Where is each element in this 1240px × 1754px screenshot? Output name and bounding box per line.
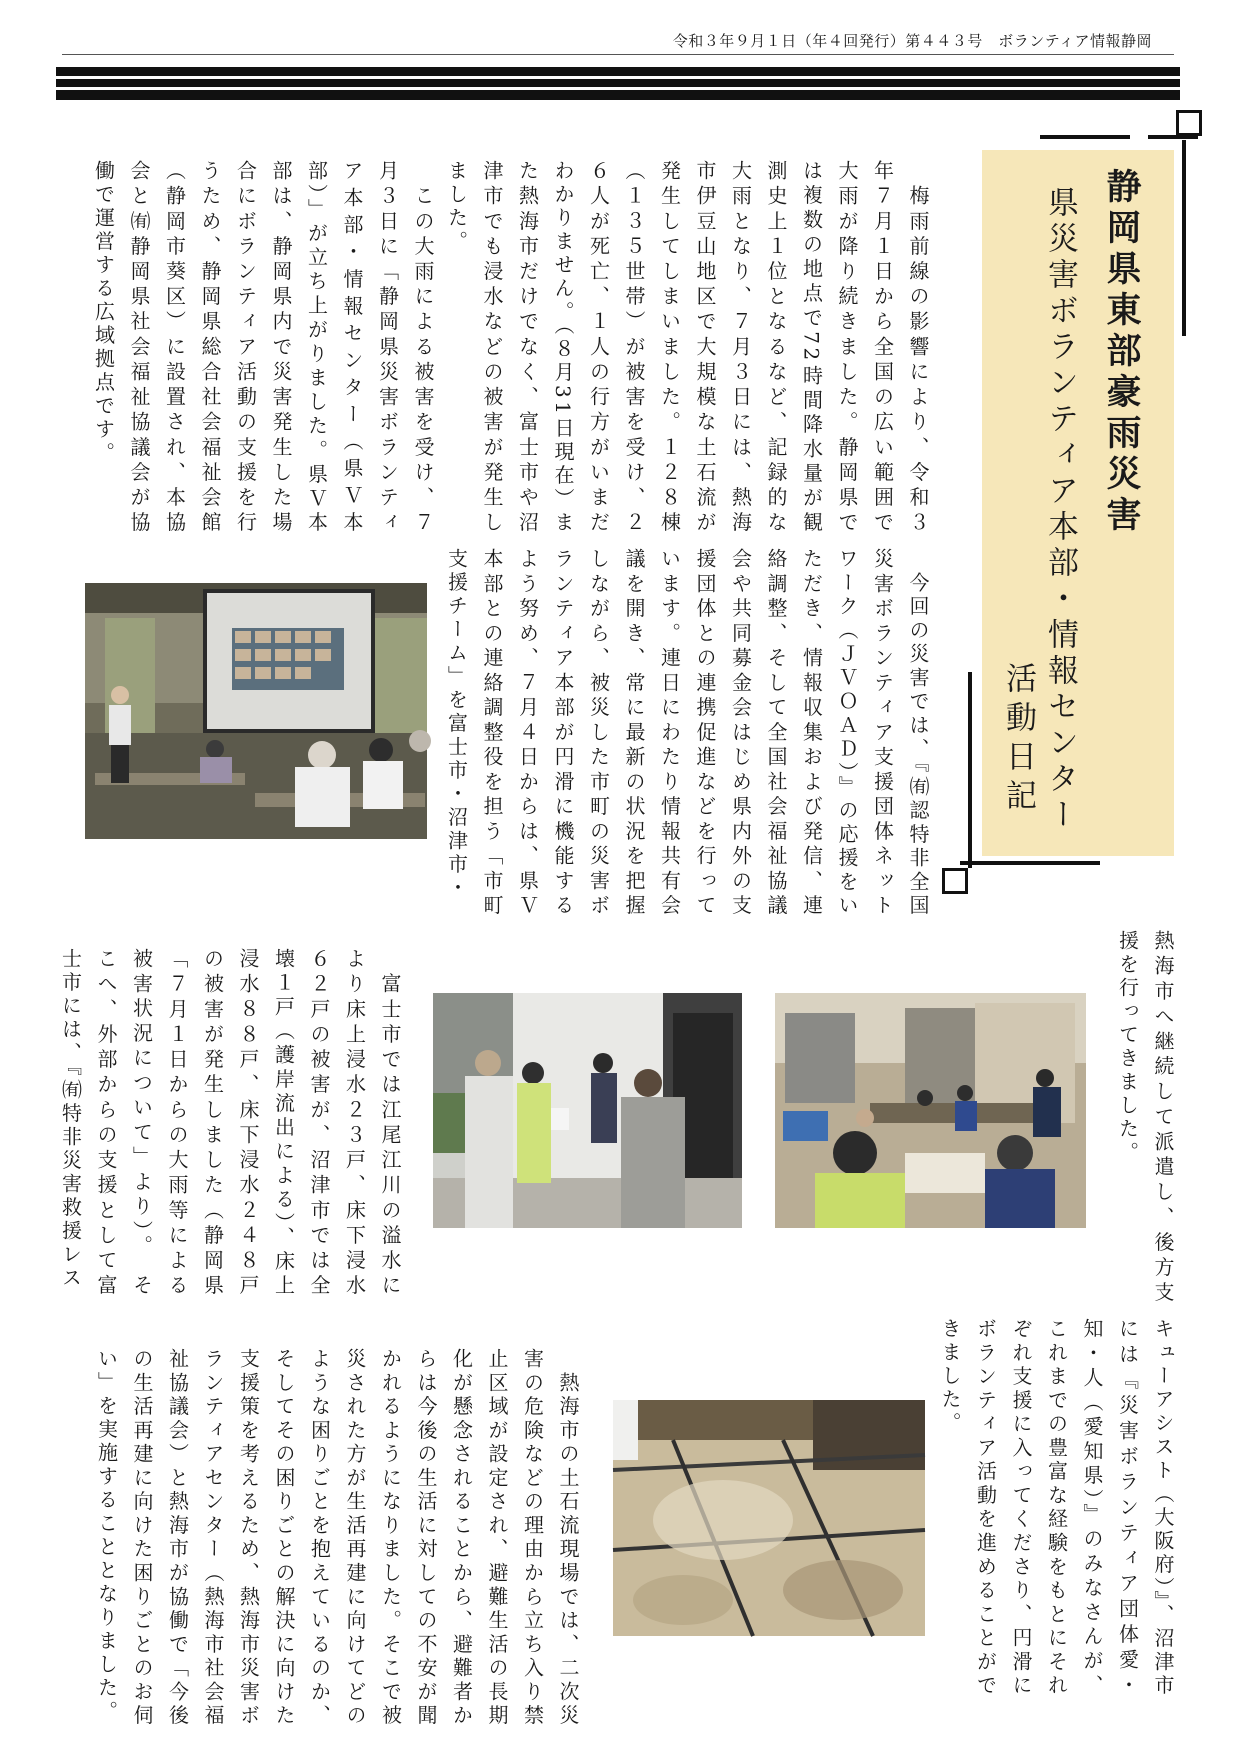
article-block-3: 今回の災害では、『㈲認特非全国災害ボランティア支援団体ネットワーク（ＪＶＯＡＤ）』の応援をいただき、情報収集および発信、連絡調整、そして全国社会福祉協議会や共同募金会はじめ県内外の支援団体との連携促進などを行っています。連日にわたり情報共有会議を開き、常に最新の状況を把握しながら、被災した市町の災害ボランティア本部が円滑に機能するよう努め、７月４日からは、県Ｖ本部との連絡調整役を担う「市町支援チーム」を富士市・沼津市・ <box>444 548 930 918</box>
title-sub: 県災害ボランティア本部・情報センター <box>1042 186 1078 834</box>
deco-vline-right <box>1182 140 1186 336</box>
article-block-2: この大雨による被害を受け、７月３日に「静岡県災害ボランティア本部・情報センター（県Ｖ本部）」が立ち上がりました。県Ｖ本部は、静岡県内で災害発生した場合にボランティア活動の支援を行うため、静岡県総合社会福祉会館（静岡市葵区）に設置され、本協会と㈲静岡県社会福祉協議会が協働で運営する広域拠点です。 <box>91 160 435 535</box>
article-block-5: 富士市では江尾江川の溢水により床上浸水２３戸、床下浸水６２戸の被害が、沼津市では全壊１戸（護岸流出による）、床上浸水８８戸、床下浸水２４８戸の被害が発生しました（静岡県「７月１日からの大雨等による被害状況について」より）。 そこへ、外部からの支援として富士市には、『㈲特非災害救援レス <box>58 948 402 1298</box>
title-diary: 活動日記 <box>1000 662 1036 818</box>
photo-indoor-meeting <box>775 993 1086 1228</box>
deco-square-top <box>1176 110 1202 136</box>
issue-header <box>62 28 1174 55</box>
deco-line-top <box>1040 135 1130 139</box>
issue-line: 令和３年９月１日（年４回発行）第４４３号 ボランティア情報静岡 <box>672 32 1152 50</box>
deco-square-bottom <box>942 868 968 894</box>
article-block-4: 熱海市へ継続して派遣し、後方支援を行ってきました。 <box>1115 930 1175 1305</box>
deco-line-bottom <box>960 861 1100 865</box>
article-block-6: キューアシスト（大阪府）』、沼津市には『災害ボランティア団体愛・知・人（愛知県）』のみなさんが、これまでの豊富な経験をもとにそれぞれ支援に入ってくださり、円滑にボランティア活動を進めることができました。 <box>938 1318 1175 1698</box>
photo-tatami-room <box>613 1400 925 1636</box>
photo-meeting-room <box>85 583 427 839</box>
deco-vline-left <box>968 672 972 868</box>
article-block-1: 梅雨前線の影響により、令和３年７月１日から全国の広い範囲で大雨が降り続きました。静岡県では複数の地点で72時間降水量が観測史上１位となるなど、記録的な大雨となり、７月３日には、熱海市伊豆山地区で大規模な土石流が発生してしまいました。１２８棟（１３５世帯）が被害を受け、２６人が死亡、１人の行方がいまだわかりません。（８月31日現在）また熱海市だけでなく、富士市や沼津市でも浸水などの被害が発生しました。 <box>444 160 930 535</box>
title-main: 静岡県東部豪雨災害 <box>1101 168 1142 537</box>
photo-field-visit <box>433 993 742 1228</box>
header-band <box>56 67 1180 100</box>
article-block-7: 熱海市の土石流現場では、二次災害の危険などの理由から立ち入り禁止区域が設定され、避難生活の長期化が懸念されることから、避難者からは今後の生活に対しての不安が聞かれるようになりました。そこで被災された方が生活再建に向けてどのような困りごとを抱えているのか、そしてその困りごとの解決に向けた支援策を考えるため、熱海市災害ボランティアセンター（熱海市社会福祉協議会）と熱海市が協働で「今後の生活再建に向けた困りごとのお伺い」を実施することとなりました。 <box>94 1348 580 1728</box>
